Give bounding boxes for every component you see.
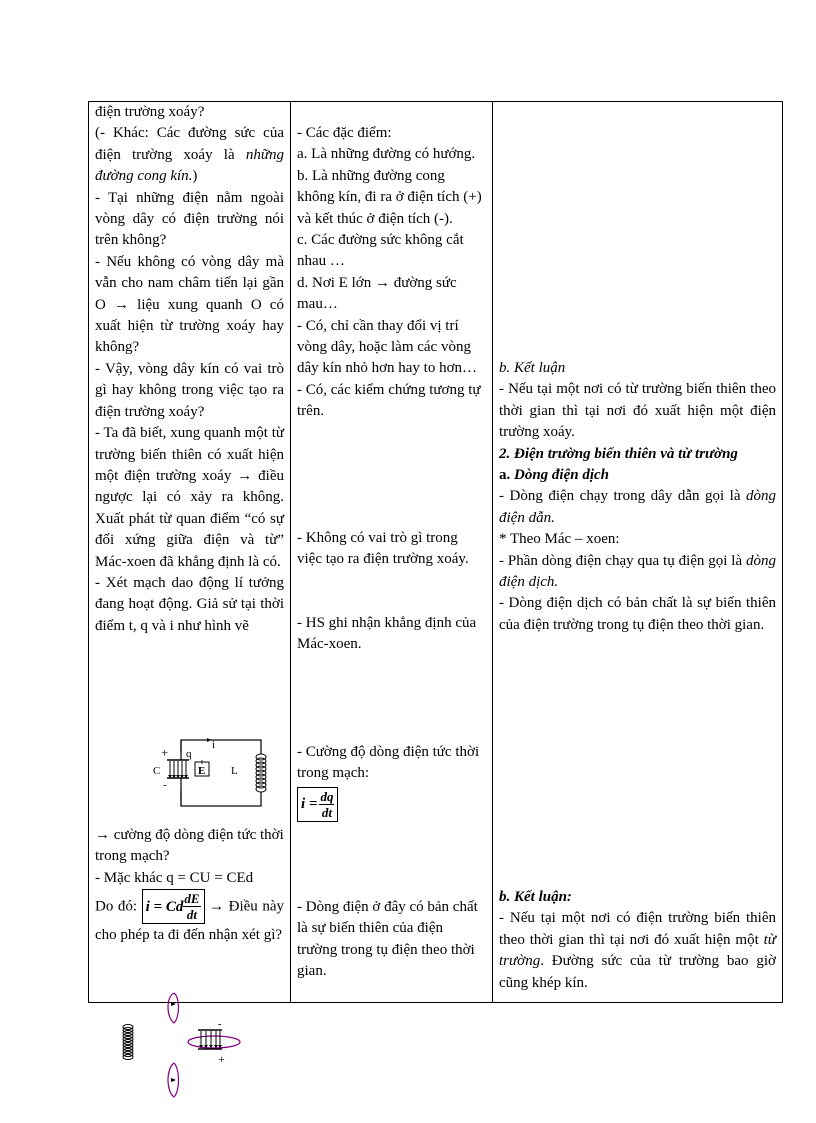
circuit-label-e: E	[198, 765, 206, 777]
teacher-column	[89, 102, 291, 1003]
circuit-label-q: q	[186, 748, 192, 760]
col1-question: - Nếu không có vòng dây mà vẫn cho nam châm tiến lại gần O → liệu xung quanh O có xuất hiện từ trường xoáy hay không?	[95, 253, 284, 356]
section-heading: b. Kết luận:	[499, 889, 572, 905]
current-formula: i = $\frac{dq}{dt}$	[297, 787, 338, 822]
col3-paragraph: - Nếu tại một nơi có từ trường biến thiên theo thời gian thì tại nơi đó xuất hiện một điện trường xoáy.	[499, 381, 776, 441]
col1-question: - Vậy, vòng dây kín có vai trò gì hay không trong việc tạo ra điện trường xoáy?	[95, 360, 284, 420]
section-heading: b. Kết luận	[499, 360, 566, 376]
circuit-label-plus: +	[161, 745, 169, 760]
circuit-label-c: C	[153, 765, 161, 777]
magnetic-field-figure	[110, 985, 250, 1105]
col2-answer: - Cường độ dòng điện tức thời trong mạch:	[297, 744, 480, 782]
col2-line: b. Là những đường cong không kín, đi ra ở điện tích (+) và kết thúc ở điện tích (-).	[297, 167, 482, 227]
col2-answer: - HS ghi nhận khẳng định của Mác-xoen.	[297, 615, 477, 653]
content-column	[493, 102, 783, 1003]
col3-paragraph: - Dòng điện dịch có bản chất là sự biến thiên của điện trường trong tụ điện theo thời gian.	[499, 595, 776, 633]
lc-circuit-diagram	[155, 730, 285, 820]
section-heading: a. Dòng điện dịch	[499, 467, 610, 484]
col2-line: d. Nơi E lớn → đường sức mau…	[297, 274, 457, 313]
col1-line: điện trường xoáy?	[95, 104, 205, 120]
figure-minus-label: -	[218, 1018, 222, 1030]
section-heading: 2. Điện trường biến thiên và từ trường	[499, 445, 738, 462]
circuit-label-minus: -	[163, 779, 167, 791]
col1-question: → cường độ dòng điện tức thời trong mạch?	[95, 827, 284, 865]
col2-answer: - Dòng điện ở đây có bản chất là sự biến thiên của điện trường trong tụ điện theo thời gian.	[297, 899, 478, 980]
col3-paragraph: - Dòng điện chạy trong dây dẫn gọi là dòng điện dẫn.	[499, 488, 776, 526]
col2-answer: - Không có vai trò gì trong việc tạo ra điện trường xoáy.	[297, 530, 469, 568]
col2-line: a. Là những đường có hướng.	[297, 146, 476, 163]
col1-question: - Xét mạch dao động lí tưởng đang hoạt động. Giả sử tại thời điểm t, q và i như hình vẽ	[95, 574, 284, 634]
col1-formula-paragraph: Do đó: i = Cd $\frac{dE}{dt}$ → Điều này cho phép ta đi đến nhận xét gì?	[95, 891, 285, 944]
col3-paragraph: - Phần dòng điện chạy qua tụ điện gọi là dòng điện dịch.	[499, 552, 776, 591]
col1-question: - Tại những điện nằm ngoài vòng dây có điện trường nói trên không?	[95, 189, 284, 249]
col3-paragraph: - Nếu tại một nơi có điện trường biến thiên theo thời gian thì tại nơi đó xuất hiện một từ trường. Đường sức của từ trường bao giờ cũng khép kín.	[499, 910, 776, 991]
lesson-table	[88, 101, 783, 1003]
col2-line: - Các đặc điểm:	[297, 125, 392, 141]
col3-paragraph: * Theo Mác – xoen:	[499, 531, 620, 548]
col1-line: - Mặc khác q = CU = CEd	[95, 869, 254, 886]
col2-answer: - Có, chỉ cần thay đổi vị trí vòng dây, hoặc làm các vòng dây kín nhỏ hơn hay to hơn…	[297, 317, 478, 377]
circuit-label-l: L	[231, 765, 238, 777]
col1-explanation: - Ta đã biết, xung quanh một từ trường biến thiên có xuất hiện một điện trường xoáy → điều ngược lại có xảy ra không. Xuất phát từ quan điểm “có sự đối xứng giữa điện và từ” Mác-xoen đã khẳng định là có.	[95, 425, 284, 570]
circuit-label-i: i	[212, 739, 216, 751]
figure-plus-label: +	[218, 1052, 225, 1066]
col2-answer: - Có, các kiểm chứng tương tự trên.	[297, 381, 481, 420]
displacement-current-formula: i = Cd $\frac{dE}{dt}$	[142, 889, 205, 924]
col2-line: c. Các đường sức không cắt nhau …	[297, 232, 464, 270]
student-column	[291, 102, 493, 1003]
col1-remark: (- Khác: Các đường sức của điện trường xoáy là những đường cong kín.)	[95, 125, 284, 185]
